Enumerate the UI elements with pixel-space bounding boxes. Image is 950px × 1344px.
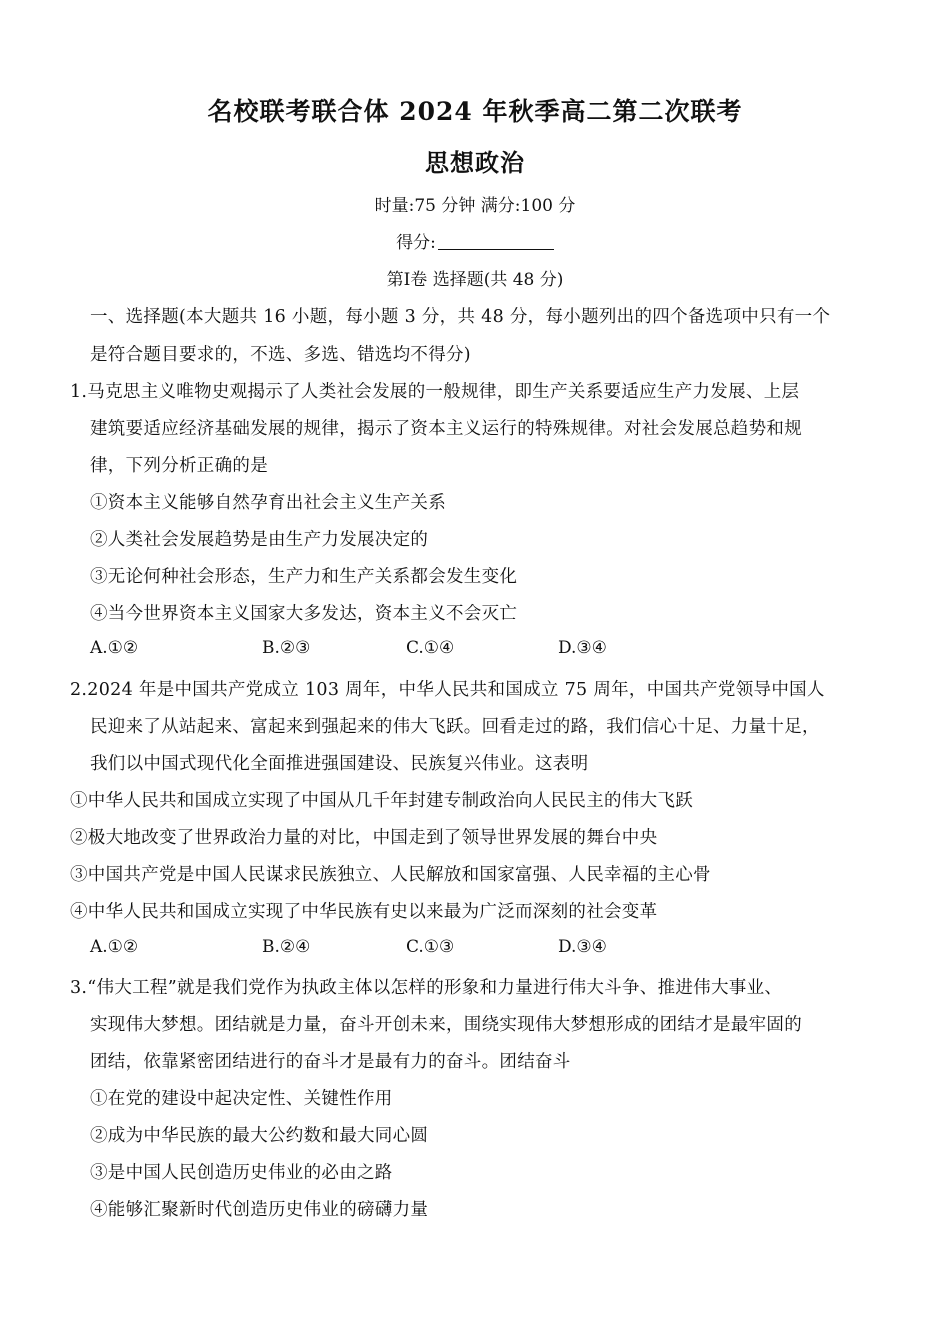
question-1-option-b: B.②③ — [262, 638, 311, 658]
question-2-item: ③中国共产党是中国人民谋求民族独立、人民解放和国家富强、人民幸福的主心骨 — [70, 865, 711, 885]
question-2-item: ①中华人民共和国成立实现了中国从几千年封建专制政治向人民民主的伟大飞跃 — [70, 791, 693, 811]
question-1-item: ④当今世界资本主义国家大多发达，资本主义不会灭亡 — [90, 604, 518, 624]
question-1-stem: 建筑要适应经济基础发展的规律，揭示了资本主义运行的特殊规律。对社会发展总趋势和规 — [90, 419, 802, 439]
question-2-option-b: B.②④ — [262, 937, 311, 957]
section-title: 第Ⅰ卷 选择题(共 48 分) — [386, 270, 564, 290]
question-2-item: ②极大地改变了世界政治力量的对比，中国走到了领导世界发展的舞台中央 — [70, 828, 658, 848]
question-1-option-a: A.①② — [90, 638, 139, 658]
question-1-item: ①资本主义能够自然孕育出社会主义生产关系 — [90, 493, 446, 513]
question-2-item: ④中华人民共和国成立实现了中华民族有史以来最为广泛而深刻的社会变革 — [70, 902, 658, 922]
question-1-option-c: C.①④ — [406, 638, 455, 658]
score-blank — [438, 231, 554, 250]
question-1-stem: 律，下列分析正确的是 — [90, 456, 268, 476]
question-3-stem: 3.“伟大工程”就是我们党作为执政主体以怎样的形象和力量进行伟大斗争、推进伟大事业、 — [70, 978, 783, 998]
exam-title: 名校联考联合体 2024 年秋季高二第二次联考 — [207, 97, 743, 126]
score-label: 得分: — [396, 233, 436, 253]
question-2-stem: 2.2024 年是中国共产党成立 103 周年，中华人民共和国成立 75 周年，中国共产党领导中国人 — [70, 680, 825, 700]
instructions-line: 是符合题目要求的，不选、多选、错选均不得分) — [90, 345, 471, 365]
question-2-stem: 民迎来了从站起来、富起来到强起来的伟大飞跃。回看走过的路，我们信心十足、力量十足， — [90, 717, 820, 737]
question-3-stem: 团结，依靠紧密团结进行的奋斗才是最有力的奋斗。团结奋斗 — [90, 1052, 571, 1072]
score-line — [0, 228, 950, 253]
question-1-item: ③无论何种社会形态，生产力和生产关系都会发生变化 — [90, 567, 518, 587]
question-3-stem: 实现伟大梦想。团结就是力量，奋斗开创未来，围绕实现伟大梦想形成的团结才是最牢固的 — [90, 1015, 802, 1035]
time-score-info: 时量:75 分钟 满分:100 分 — [374, 196, 576, 216]
subject-title: 思想政治 — [425, 148, 525, 177]
question-2-option-a: A.①② — [90, 937, 139, 957]
question-2-option-c: C.①③ — [406, 937, 455, 957]
question-1-option-d: D.③④ — [558, 638, 607, 658]
question-2-stem: 我们以中国式现代化全面推进强国建设、民族复兴伟业。这表明 — [90, 754, 589, 774]
question-3-item: ②成为中华民族的最大公约数和最大同心圆 — [90, 1126, 429, 1146]
question-3-item: ③是中国人民创造历史伟业的必由之路 — [90, 1163, 393, 1183]
instructions-line: 一、选择题(本大题共 16 小题，每小题 3 分，共 48 分，每小题列出的四个备选项中只有一个 — [90, 307, 831, 327]
question-2-option-d: D.③④ — [558, 937, 607, 957]
question-3-item: ④能够汇聚新时代创造历史伟业的磅礴力量 — [90, 1200, 429, 1220]
question-3-item: ①在党的建设中起决定性、关键性作用 — [90, 1089, 393, 1109]
question-1-item: ②人类社会发展趋势是由生产力发展决定的 — [90, 530, 429, 550]
question-1-stem: 1.马克思主义唯物史观揭示了人类社会发展的一般规律，即生产关系要适应生产力发展、上层 — [70, 382, 800, 402]
